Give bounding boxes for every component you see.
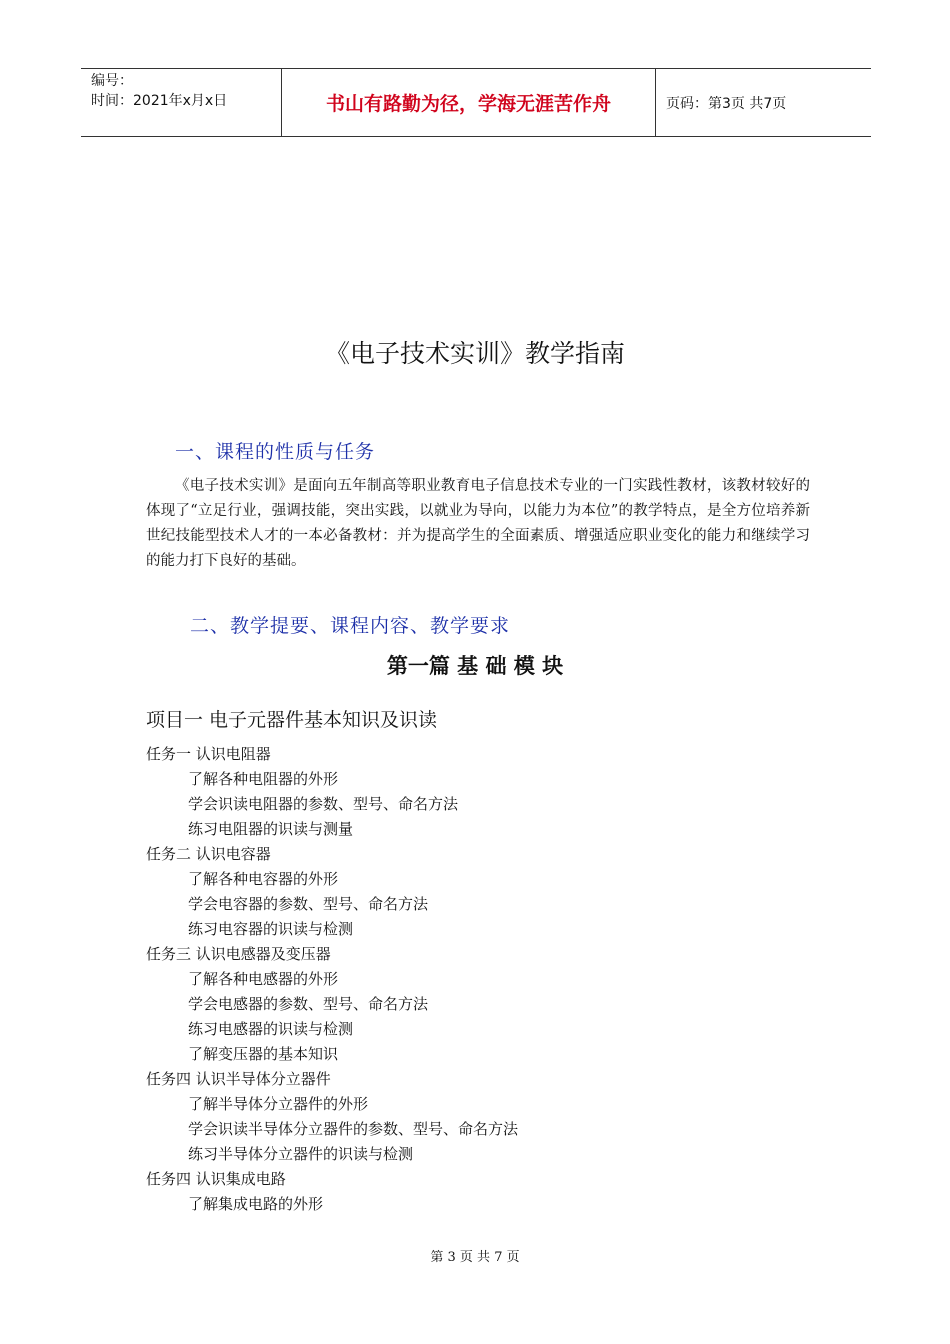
task-item: 了解变压器的基本知识 [188,1045,339,1063]
task-item: 了解各种电容器的外形 [188,870,339,888]
task-title: 任务四 认识集成电路 [146,1170,286,1188]
header-motto: 书山有路勤为径，学海无涯苦作舟 [282,69,656,136]
header-meta [81,69,282,136]
task-item: 学会电容器的参数、型号、命名方法 [188,895,429,913]
task-list [146,742,518,1217]
course-description-text: 《电子技术实训》是面向五年制高等职业教育电子信息技术专业的一门实践性教材，该教材较好的体现了“立足行业，强调技能，突出实践，以就业为导向，以能力为本位”的教学特点，是全方位培养新世纪技能型技术人才的一本必备教材：并为提高学生的全面素质、增强适应职业变化的能力和继续学习的能力打下良好的基础。 [146,478,810,569]
task-item: 练习半导体分立器件的识读与检测 [188,1145,414,1163]
task-title: 任务四 认识半导体分立器件 [146,1070,331,1088]
document-number-label: 编号： [91,73,133,89]
task-item: 练习电容器的识读与检测 [188,920,354,938]
part-title: 第一篇 基 础 模 块 [386,654,564,678]
task-title: 任务二 认识电容器 [146,845,271,863]
task-title: 任务一 认识电阻器 [146,745,271,763]
section-heading-1: 一、课程的性质与任务 [175,441,376,463]
task-item: 了解半导体分立器件的外形 [188,1095,369,1113]
project-title: 项目一 电子元器件基本知识及识读 [146,709,438,731]
document-time-label: 时间：2021年x月x日 [91,93,228,109]
task-item: 了解各种电阻器的外形 [188,770,339,788]
header-page-info: 页码：第3页 共7页 [666,95,787,112]
document-title: 《电子技术实训》教学指南 [324,339,625,368]
task-item: 学会电感器的参数、型号、命名方法 [188,995,429,1013]
task-item: 了解各种电感器的外形 [188,970,339,988]
page-header [81,68,871,137]
section-heading-2: 二、教学提要、课程内容、教学要求 [190,615,511,637]
task-item: 学会识读半导体分立器件的参数、型号、命名方法 [188,1120,519,1138]
task-title: 任务三 认识电感器及变压器 [146,945,331,963]
task-item: 练习电感器的识读与检测 [188,1020,354,1038]
task-item: 学会识读电阻器的参数、型号、命名方法 [188,795,459,813]
task-item: 练习电阻器的识读与测量 [188,820,354,838]
course-description [146,474,810,574]
task-item: 了解集成电路的外形 [188,1195,324,1213]
page-footer: 第 3 页 共 7 页 [430,1250,520,1265]
